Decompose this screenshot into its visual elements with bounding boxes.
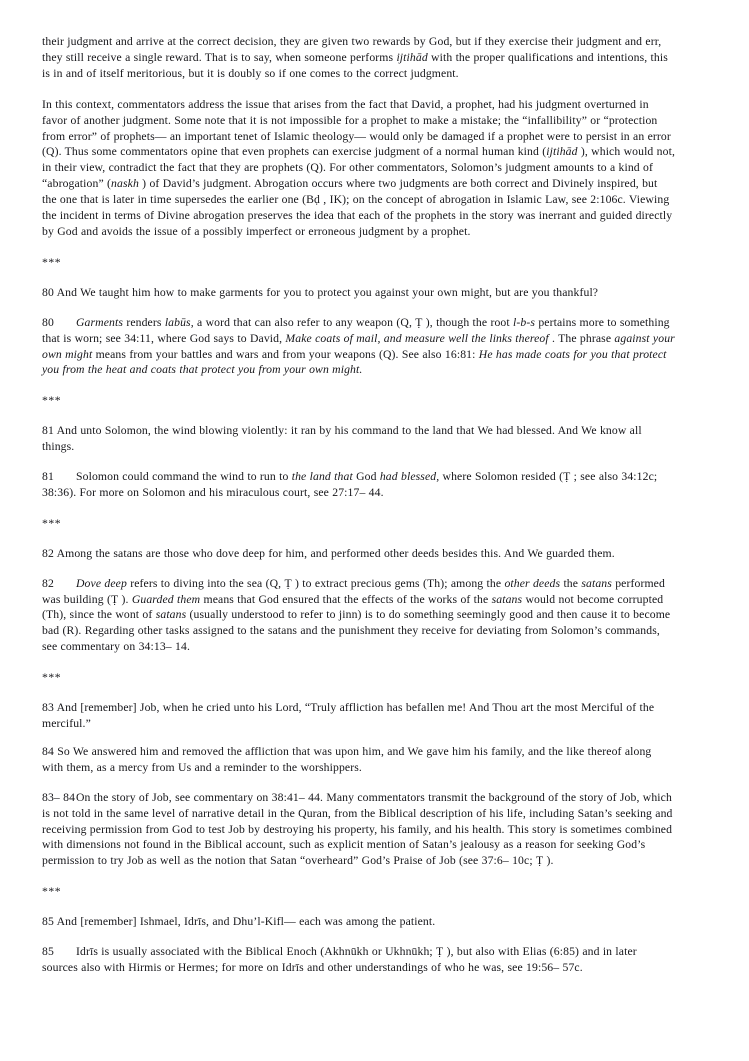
- verse-number-84: 84: [42, 744, 54, 758]
- commentary-number-85: 85: [42, 945, 54, 959]
- commentary-number-83-84: 83– 84: [42, 790, 76, 804]
- italic-root-lbs: l-b-s: [513, 315, 536, 329]
- section-separator-82: ***: [42, 516, 62, 530]
- verse-number-85: 85: [42, 915, 54, 929]
- commentary-number-80: 80: [42, 315, 54, 329]
- verse-80: [42, 285, 675, 301]
- lemma-garments: Garments: [76, 315, 124, 329]
- lemma-other-deeds: other deeds: [504, 576, 561, 590]
- section-separator-85: ***: [42, 885, 62, 899]
- commentary-83-84: [42, 790, 675, 870]
- paragraph-ijtihad-reward: their judgment and arrive at the correct decision, they are given two rewards by God, but if they exercise their judgment and err, they still receive a single reward. That is to say, when someone performs ijtihād with the proper qualifications and intentions, this is in and of itself meritorious, but it is doubly so if one comes to the correct judgment.: [42, 35, 668, 80]
- quote-coats-of-mail: Make coats of mail, and measure well the links thereof: [285, 331, 549, 345]
- verse-text-83: And [remember] Job, when he cried unto his Lord, “Truly affliction has befallen me! And Thou art the most Merciful of the merciful.”: [42, 701, 655, 730]
- verse-81: [42, 423, 675, 455]
- section-separator-80: ***: [42, 255, 62, 269]
- italic-term-naskh: naskh: [111, 177, 139, 191]
- lemma-guarded-them: Guarded them: [131, 592, 201, 606]
- commentary-82: 82 Dove deep refers to diving into the sea (Q, Ṭ ) to extract precious gems (Th); among the other deeds the satans performed was building (Ṭ ). Guarded them means that God ensured that the effects of the works of the satans would not become corrupted (Th), since the wont of satans (usually understood to refer to jinn) is to do something seemingly good and then cause it to become bad (R). Regarding other tasks assigned to the satans and the punishment they receive for deviating from Solomon’s commands, see commentary on 34:13– 14.: [42, 576, 671, 654]
- verse-text-81: And unto Solomon, the wind blowing violently: it ran by his command to the land that We had blessed. And We know all things.: [42, 424, 642, 454]
- italic-term-ijtihad: ijtihād: [396, 50, 428, 64]
- commentary-81: 81 Solomon could command the wind to run to the land that God had blessed, where Solomon resided (Ṭ ; see also 34:12c; 38:36). For more on Solomon and his miraculous court, see 27:17– 44.: [42, 470, 658, 499]
- verse-text-80: And We taught him how to make garments for you to protect you against your own might, but are you thankful?: [56, 285, 599, 299]
- italic-term-labus: labūs,: [164, 315, 194, 329]
- verse-number-81: 81: [42, 424, 54, 438]
- commentary-80: 80 Garments renders labūs, a word that can also refer to any weapon (Q, Ṭ ), though the root l-b-s pertains more to something that is worn; see 34:11, where God says to David, Make coats of mail, and measure well the links thereof . The phrase against your own might means from your battles and wars and from your weapons (Q). See also 16:81: He has made coats for you that protect you from the heat and coats that protect you from your own might.: [42, 315, 675, 377]
- commentary-text-85: Idrīs is usually associated with the Biblical Enoch (Akhnūkh or Ukhnūkh; Ṭ ), but also with Elias (6:85) and in later sources also with Hirmis or Hermes; for more on Idrīs and other understandings of who he was, see 19:56– 57c.: [42, 945, 637, 974]
- italic-term-satans-1: satans: [581, 576, 612, 590]
- verse-85: [42, 914, 675, 930]
- section-separator-81: ***: [42, 394, 62, 408]
- section-separator-83-84: ***: [42, 671, 62, 685]
- italic-term-ijtihad-2: ijtihād: [546, 145, 578, 159]
- paragraph-infallibility-abrogation: In this context, commentators address the issue that arises from the fact that David, a prophet, had his judgment overturned in favor of another judgment. Some note that it is not impossible for a prophet to make a mistake; the “infallibility” or “protection from error” of prophets— an important tenet of Islamic theology— would only be damaged if a prophet were to persist in an error (Q). Thus some commentators opine that even prophets can exercise judgment of a normal human kind (ijtihād ), which would not, in their view, contradict the fact that they are prophets (Q). For other commentators, Solomon’s judgment amounts to a kind of “abrogation” (naskh ) of David’s judgment. Abrogation occurs where two judgments are both correct and Divinely inspired, but the one that is later in time supersedes the earlier one (Bḍ , IK); on the concept of abrogation in Islamic Law, see 2:106c. Viewing the incident in terms of Divine abrogation preserves the idea that each of the prophets in the story was inerrant and guided directly by God and avoids the issue of a possibly imperfect or erroneous judgment by a prophet.: [42, 97, 675, 238]
- commentary-85: [42, 944, 675, 976]
- quote-had-blessed: had blessed,: [379, 470, 440, 484]
- verse-number-83: 83: [42, 701, 54, 715]
- verse-number-82: 82: [42, 546, 54, 560]
- quote-the-land-that: the land that: [291, 470, 353, 484]
- italic-term-satans-2: satans: [491, 592, 523, 606]
- verse-text-85: And [remember] Ishmael, Idrīs, and Dhu’l-Kifl— each was among the patient.: [56, 915, 436, 929]
- quote-16-81: He has made coats for you that protect you from the heat and coats that protect you from your own might.: [42, 347, 667, 377]
- lemma-dove-deep: Dove deep: [76, 576, 127, 590]
- commentary-number-81: 81: [42, 470, 54, 484]
- verse-82: [42, 546, 675, 562]
- lemma-against-your-own-might: against your own might: [42, 331, 675, 361]
- commentary-number-82: 82: [42, 576, 54, 590]
- commentary-text-83-84: On the story of Job, see commentary on 38:41– 44. Many commentators transmit the background of the story of Job, which is not told in the same level of narrative detail in the Quran, from the Biblical description of his life, including Satan’s seeking and receiving permission from God to test Job by destroying his property, his family, and his health. This story is sometimes combined with dimensions not found in the Biblical account, such as explicit mention of Satan’s jealousy as a reason for seeking God’s permission to try Job as well as the notion that Satan “overheard” God’s Praise of Job (see 37:6– 10c; Ṭ ).: [42, 790, 673, 868]
- verse-text-84: So We answered him and removed the affliction that was upon him, and We gave him his family, and the like thereof along with them, as a mercy from Us and a reminder to the worshippers.: [42, 744, 652, 774]
- verse-84: [42, 744, 675, 776]
- italic-term-satans-3: satans: [155, 608, 187, 622]
- verse-text-82: Among the satans are those who dove deep for him, and performed other deeds besides this. And We guarded them.: [56, 546, 615, 560]
- verse-83: [42, 700, 675, 732]
- verse-number-80: 80: [42, 285, 54, 299]
